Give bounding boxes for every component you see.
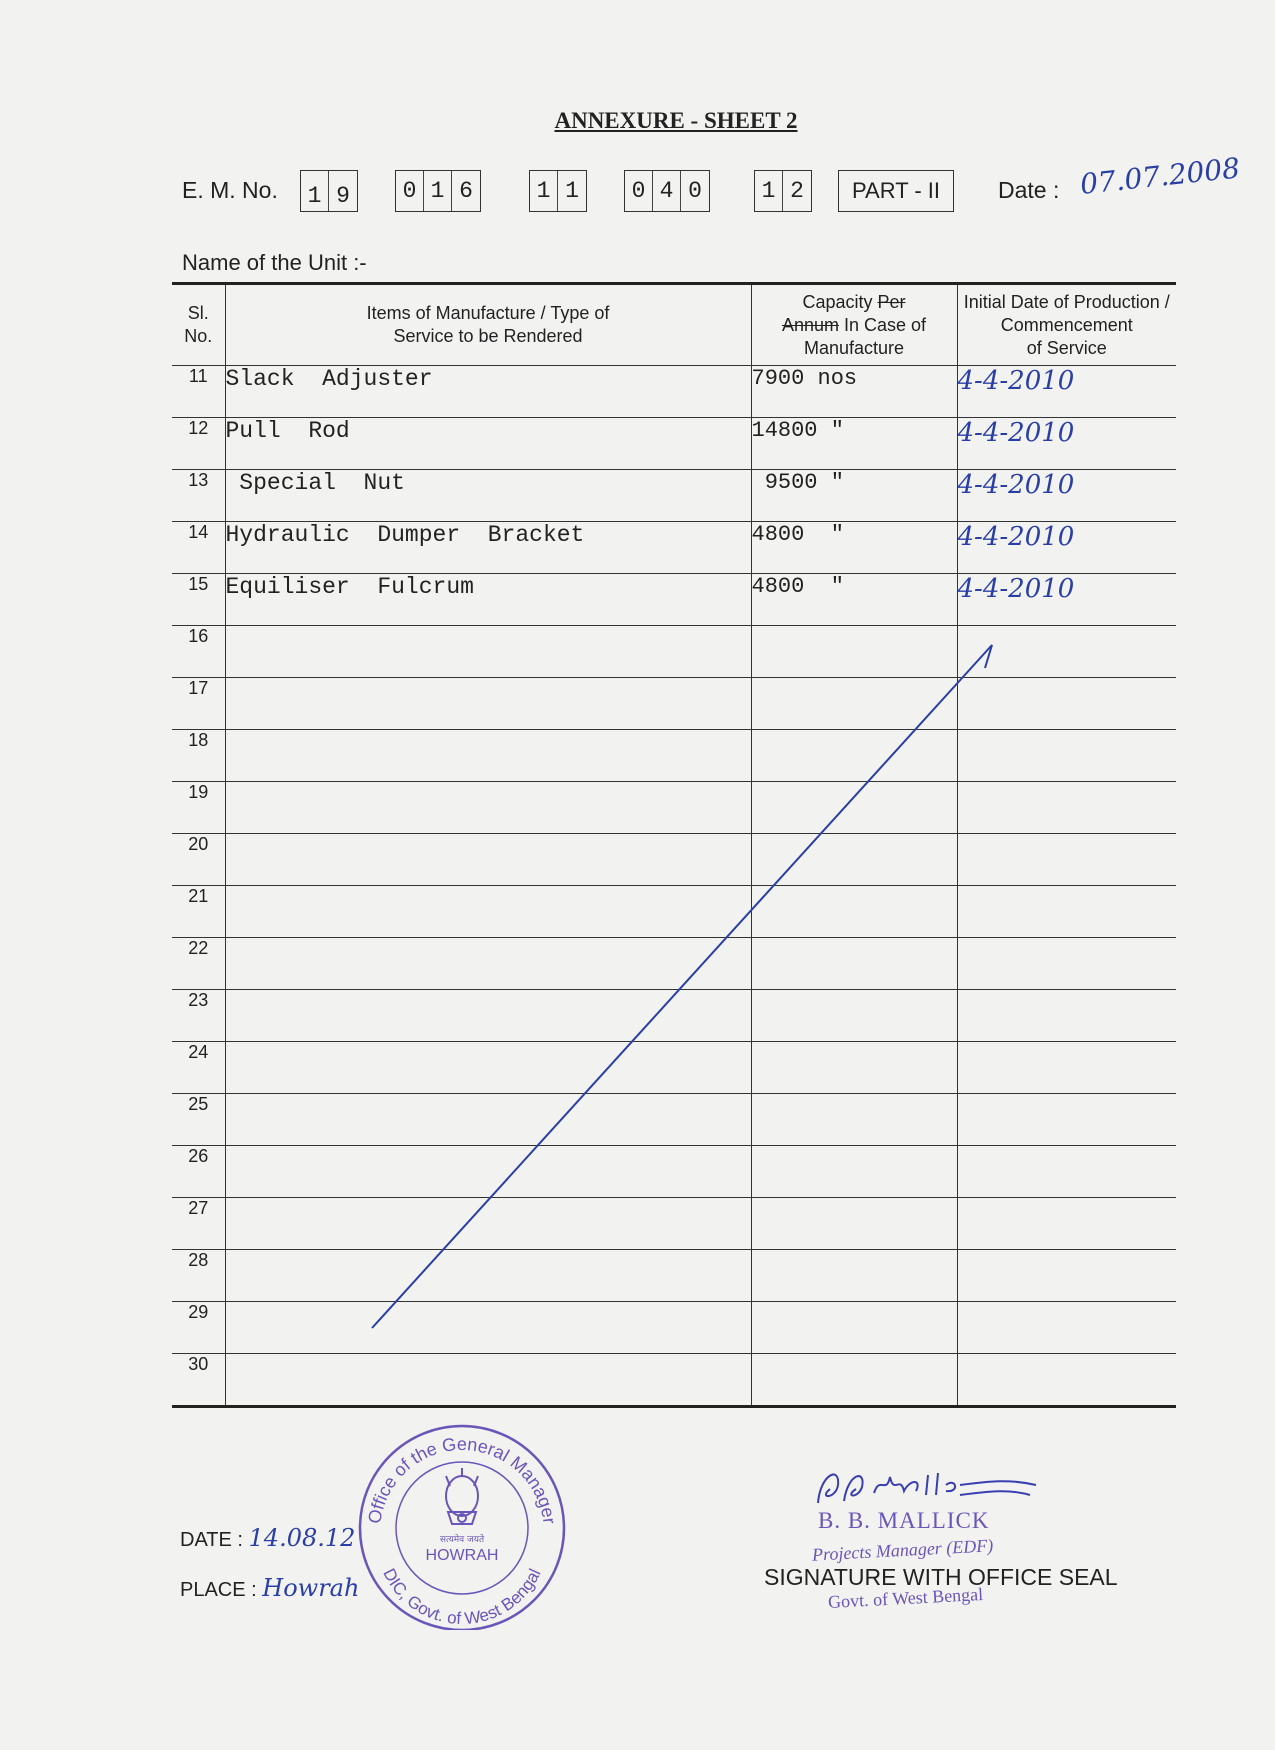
col-sl-header: Sl. No.: [172, 284, 225, 366]
col-initial-date-header: Initial Date of Production / Commencement of Service: [957, 284, 1176, 366]
cell-capacity: 4800 ": [751, 522, 957, 574]
cell-initial: 4-4-2010: [957, 470, 1176, 522]
cell-sl: 25: [172, 1094, 225, 1146]
page-title: ANNEXURE - SHEET 2: [554, 108, 798, 133]
cell-sl: 15: [172, 574, 225, 626]
cell-sl: 14: [172, 522, 225, 574]
seal-top-text: Office of the General Manager: [364, 1434, 560, 1526]
em-digit: 0: [396, 171, 424, 211]
em-digit: 4: [653, 171, 681, 211]
cell-sl: 30: [172, 1354, 225, 1407]
cell-initial: 4-4-2010: [957, 418, 1176, 470]
cell-capacity: 14800 ": [751, 418, 957, 470]
cell-sl: 12: [172, 418, 225, 470]
handwritten-signature: [810, 1455, 1050, 1515]
signer-office: Govt. of West Bengal: [827, 1583, 984, 1613]
signer-title: Projects Manager (EDF): [811, 1535, 994, 1565]
part-box: PART - II: [838, 170, 954, 212]
cancellation-stroke: [372, 645, 992, 1328]
cell-capacity: 9500 ": [751, 470, 957, 522]
em-digit: 9: [336, 183, 350, 209]
col-items-header: Items of Manufacture / Type of Service to be Rendered: [225, 284, 751, 366]
footer-date-value: 14.08.12: [248, 1524, 356, 1552]
cell-capacity: 7900 nos: [751, 366, 957, 418]
em-digit: 6: [459, 178, 473, 204]
signature-label: SIGNATURE WITH OFFICE SEAL: [764, 1564, 1118, 1590]
struck-word: Per: [877, 291, 906, 312]
cell-sl: 16: [172, 626, 225, 678]
seal-bottom-text: DIC, Govt. of West Bengal: [379, 1565, 545, 1629]
em-number-label: E. M. No.: [182, 177, 278, 203]
cell-item: Pull Rod: [225, 418, 751, 470]
cell-sl: 24: [172, 1042, 225, 1094]
cell-item: Slack Adjuster: [225, 366, 751, 418]
cell-item: Special Nut: [225, 470, 751, 522]
cell-sl: 23: [172, 990, 225, 1042]
cell-initial: 4-4-2010: [957, 522, 1176, 574]
cell-sl: 28: [172, 1250, 225, 1302]
footer-place-value: Howrah: [262, 1574, 360, 1602]
col-capacity-header: Capacity Per Annum In Case of Manufacture: [751, 284, 957, 366]
cell-sl: 11: [172, 366, 225, 418]
footer-place: [180, 1574, 359, 1602]
cell-capacity: 4800 ": [751, 574, 957, 626]
footer-place-label: PLACE :: [180, 1579, 257, 1601]
cell-sl: 13: [172, 470, 225, 522]
cell-sl: 26: [172, 1146, 225, 1198]
em-digit: 1: [530, 171, 558, 211]
em-digit: 2: [790, 178, 804, 204]
em-digit: 0: [625, 171, 653, 211]
em-digit: 1: [301, 171, 329, 211]
footer-date-label: DATE :: [180, 1529, 243, 1551]
seal-center-text: HOWRAH: [425, 1547, 499, 1564]
footer-date: [180, 1524, 355, 1552]
cell-initial: 4-4-2010: [957, 366, 1176, 418]
cell-sl: 17: [172, 678, 225, 730]
cell-sl: 19: [172, 782, 225, 834]
cell-item: Hydraulic Dumper Bracket: [225, 522, 751, 574]
em-digit: 1: [424, 171, 452, 211]
cell-sl: 21: [172, 886, 225, 938]
cell-initial: 4-4-2010: [957, 574, 1176, 626]
cell-sl: 20: [172, 834, 225, 886]
cell-sl: 27: [172, 1198, 225, 1250]
seal-motto: सत्यमेव जयते: [439, 1535, 485, 1545]
em-digit: 0: [688, 178, 702, 204]
em-digit: 1: [565, 178, 579, 204]
em-digit: 1: [755, 171, 783, 211]
cell-sl: 29: [172, 1302, 225, 1354]
cell-item: Equiliser Fulcrum: [225, 574, 751, 626]
date-label: Date :: [998, 177, 1060, 203]
struck-word: Annum: [781, 314, 839, 335]
office-seal: [350, 1420, 575, 1630]
emblem-icon: [446, 1468, 478, 1524]
signer-name: B. B. MALLICK: [818, 1508, 990, 1533]
cell-sl: 22: [172, 938, 225, 990]
svg-text:DIC, Govt. of West Bengal: [379, 1565, 544, 1628]
date-value-handwritten: 07.07.2008: [1078, 151, 1242, 201]
cell-sl: 18: [172, 730, 225, 782]
unit-name-label: Name of the Unit :-: [182, 250, 367, 275]
